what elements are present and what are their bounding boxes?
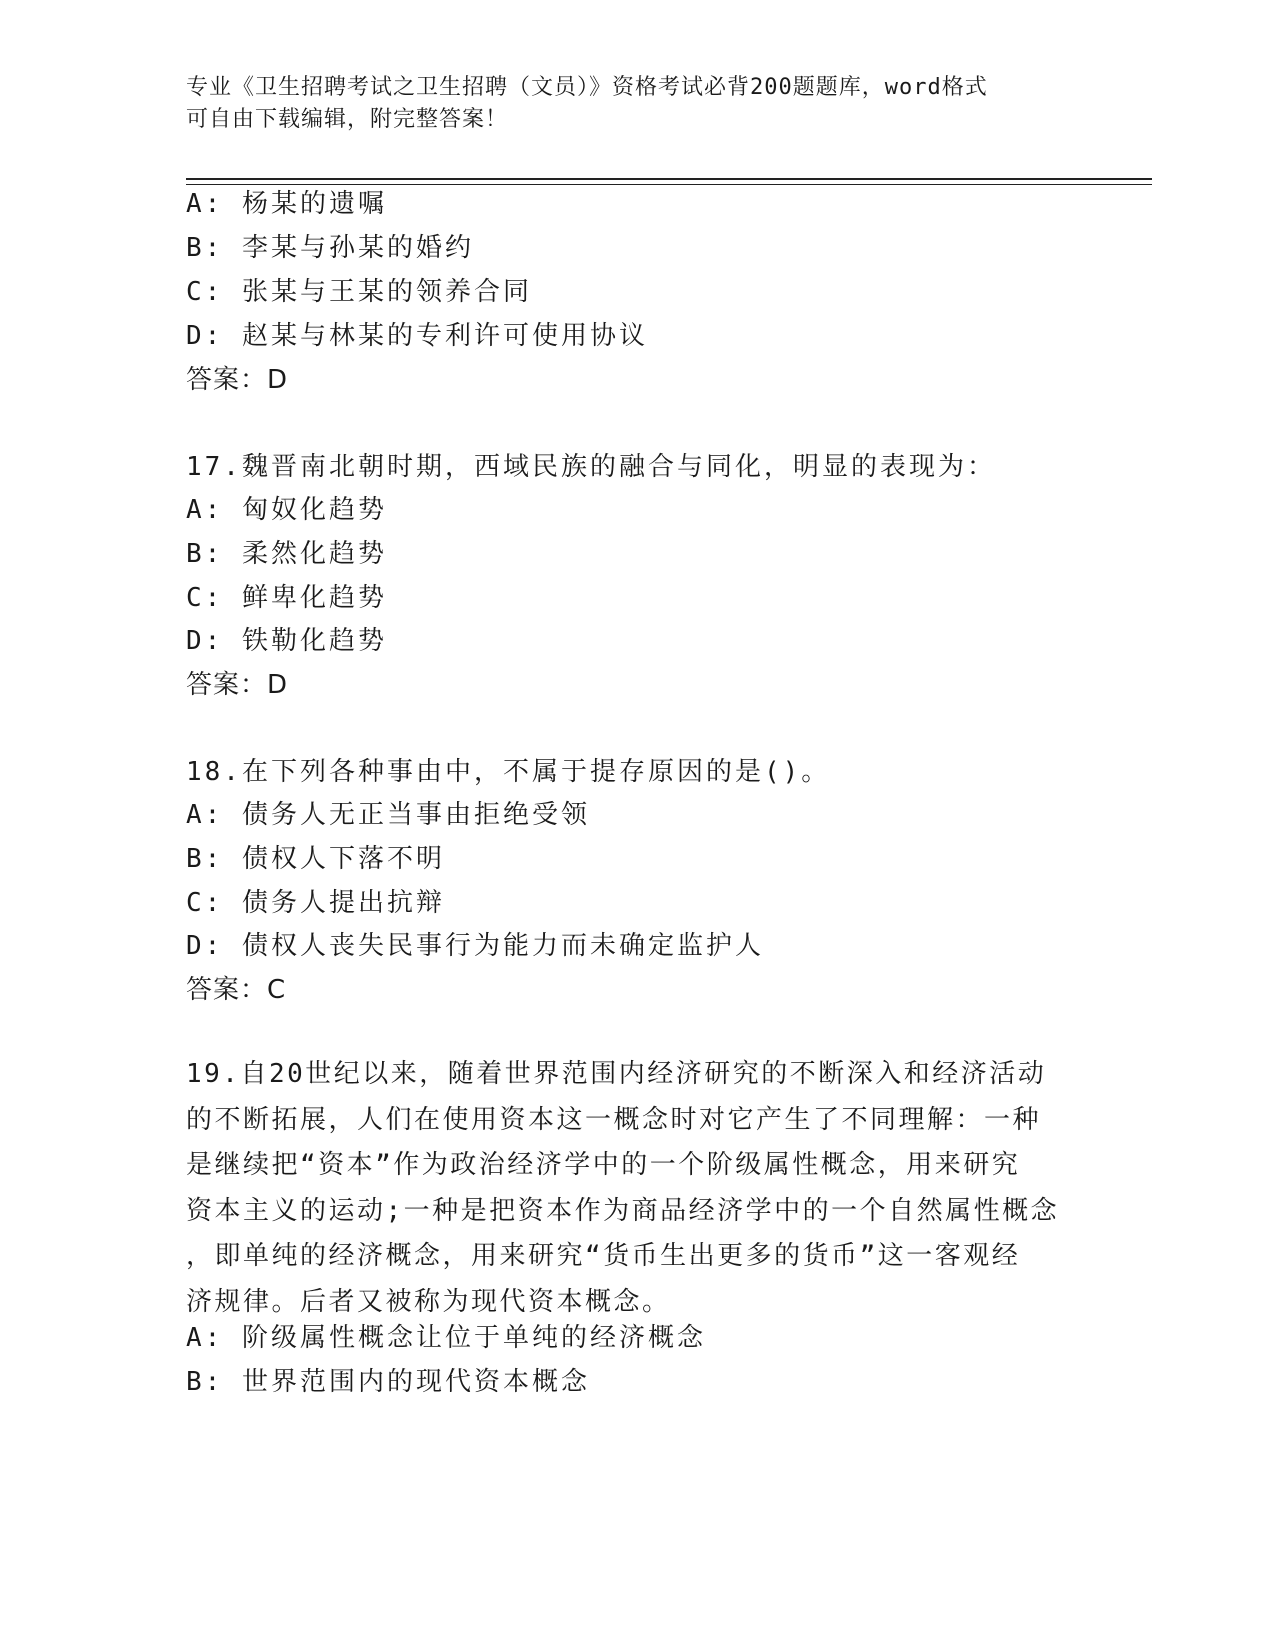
q16-answer: 答案：D <box>186 365 289 395</box>
q16-option-c: C: 张某与王某的领养合同 <box>186 277 532 307</box>
q17-question: 17.魏晋南北朝时期，西域民族的融合与同化，明显的表现为： <box>186 452 996 482</box>
document-header <box>186 72 1066 136</box>
q18-option-b: B: 债权人下落不明 <box>186 844 445 874</box>
header-divider-thick <box>186 178 1152 180</box>
q17-option-c: C: 鲜卑化趋势 <box>186 583 387 613</box>
q17-answer: 答案：D <box>186 670 289 700</box>
header-line-2: 可自由下载编辑，附完整答案！ <box>186 107 509 132</box>
q19-question-line: 资本主义的运动;一种是把资本作为商品经济学中的一个自然属性概念 <box>186 1195 1060 1226</box>
q16-option-a: A: 杨某的遗嘱 <box>186 189 387 219</box>
q19-option-a: A: 阶级属性概念让位于单纯的经济概念 <box>186 1323 706 1353</box>
q19-question-line: 是继续把“资本”作为政治经济学中的一个阶级属性概念，用来研究 <box>186 1150 1021 1180</box>
q16-option-d: D: 赵某与林某的专利许可使用协议 <box>186 321 648 351</box>
q16-option-b: B: 李某与孙某的婚约 <box>186 233 474 263</box>
q17-option-d: D: 铁勒化趋势 <box>186 626 387 656</box>
q18-option-a: A: 债务人无正当事由拒绝受领 <box>186 800 590 830</box>
q18-option-c: C: 债务人提出抗辩 <box>186 888 445 918</box>
header-line-1: 专业《卫生招聘考试之卫生招聘（文员）》资格考试必背200题题库，word格式 <box>186 75 988 100</box>
q18-answer: 答案：C <box>186 975 287 1005</box>
q19-question <box>186 1052 1066 1325</box>
q19-question-line: ，即单纯的经济概念，用来研究“货币生出更多的货币”这一客观经 <box>186 1241 1021 1271</box>
q19-question-line: 的不断拓展，人们在使用资本这一概念时对它产生了不同理解：一种 <box>186 1104 1042 1135</box>
q18-question: 18.在下列各种事由中，不属于提存原因的是()。 <box>186 757 831 787</box>
header-divider-thin <box>186 184 1152 185</box>
q17-option-a: A: 匈奴化趋势 <box>186 495 387 525</box>
q19-option-b: B: 世界范围内的现代资本概念 <box>186 1367 590 1397</box>
q18-option-d: D: 债权人丧失民事行为能力而未确定监护人 <box>186 931 764 961</box>
q19-question-line: 济规律。后者又被称为现代资本概念。 <box>186 1286 671 1317</box>
q19-question-line: 19.自20世纪以来，随着世界范围内经济研究的不断深入和经济活动 <box>186 1059 1047 1089</box>
q17-option-b: B: 柔然化趋势 <box>186 539 387 569</box>
